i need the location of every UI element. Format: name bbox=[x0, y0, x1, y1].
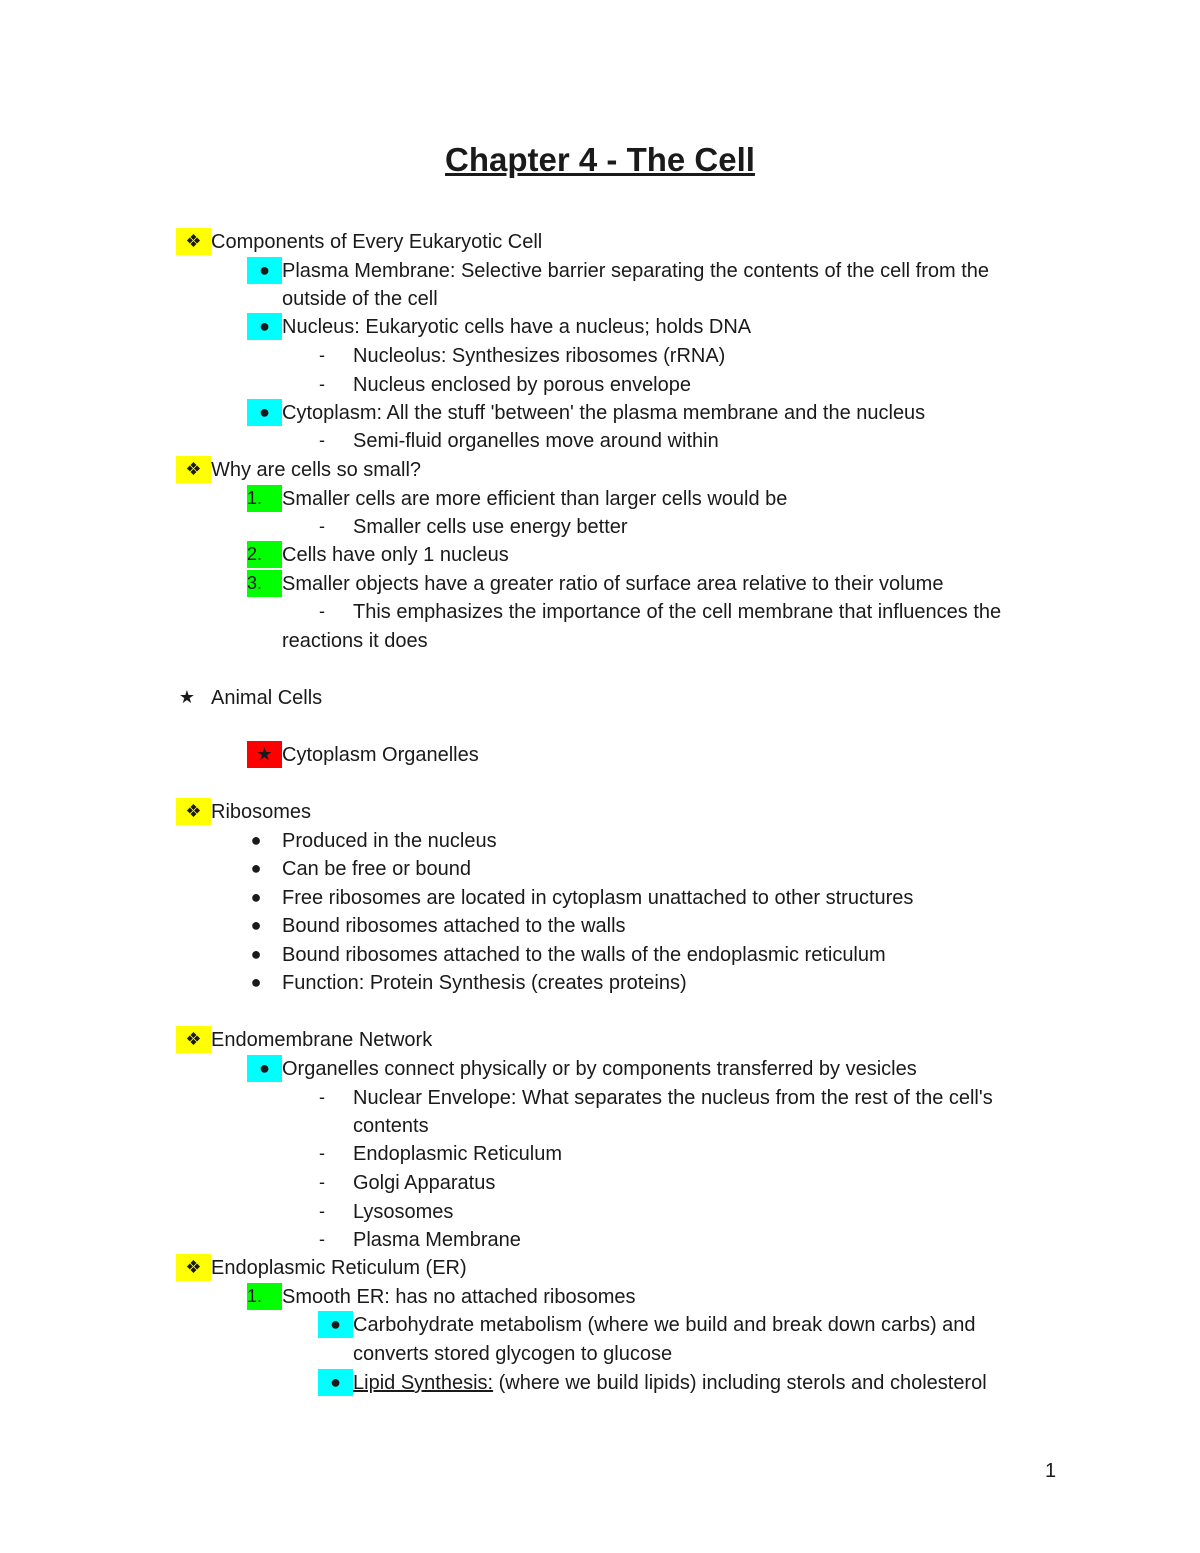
page-number: 1 bbox=[1045, 1460, 1057, 1482]
dash-bullet-icon: - bbox=[319, 1087, 325, 1107]
round-bullet-icon: ● bbox=[250, 887, 262, 907]
dash-bullet-icon: - bbox=[319, 601, 325, 621]
dash-bullet-icon: - bbox=[319, 1172, 325, 1192]
round-bullet-icon: ● bbox=[318, 1311, 353, 1338]
dash-bullet-icon: - bbox=[319, 1143, 325, 1163]
diamond-bullet-icon: ❖ bbox=[176, 798, 211, 825]
dash-bullet-icon: - bbox=[319, 374, 325, 394]
number-marker: 2. bbox=[247, 541, 282, 568]
number-marker: 3. bbox=[247, 570, 282, 597]
dash-bullet-icon: - bbox=[319, 516, 325, 536]
round-bullet-icon: ● bbox=[250, 830, 262, 850]
diamond-bullet-icon: ❖ bbox=[176, 228, 211, 255]
round-bullet-icon: ● bbox=[250, 972, 262, 992]
number-marker: 1. bbox=[247, 485, 282, 512]
underlined-term: Lipid Synthesis: bbox=[353, 1372, 494, 1394]
star-icon: ★ bbox=[247, 741, 282, 768]
document-page: Chapter 4 - The Cell ❖ Components of Every Eukaryotic Cell ● Plasma Membrane: Selective barrier separating the contents of the cell from the outside of the cell ● Nucleus: Eukaryotic cells have a nucleus; holds DNA - Nucleolus: Synthesizes ribosomes (rRNA) - Nucleus enclosed by porous envelope ● Cytoplasm: All the stuff 'between' the plasma membrane and the nucleus - Semi-fluid organelles move around within ❖ Why are cells so small? 1. Smaller cells are more efficient than larger cells would be - Smaller cells use energy better 2. Cells have only 1 nucleus 3. Smaller objects have a greater ratio of surface area relative to their volume - This emphasizes the importance of the cell membrane that influences the reactions it does ★ Animal Cells ★ Cytoplasm Organelles ❖ Ribosomes ● Produced in the nucleus ● Can be free or bound ● Free ribosomes are located in cytoplasm unattached to other structures ● Bound ribosomes attached to the walls ● Bound ribosomes attached to the walls of the endoplasmic reticulum ● Function: Protein Synthesis (creates proteins) ❖ Endomembrane Network ● Organelles connect physically or by components transferred by vesicles - Nuclear Envelope: What separates the nucleus from the rest of the cell's contents - Endoplasmic Reticulum - Golgi Apparatus - Lysosomes - Plasma Membrane ❖ Endoplasmic Reticulum (ER) 1. Smooth ER: has no attached ribosomes ● Carbohydrate metabolism (where we build and break down carbs) and converts stored glycogen to glucose ● Lipid Synthesis: (where we build lipids) including sterols and cholesterol 1 bbox=[0, 0, 1200, 1553]
round-bullet-icon: ● bbox=[250, 858, 262, 878]
round-bullet-icon: ● bbox=[250, 944, 262, 964]
round-bullet-icon: ● bbox=[250, 915, 262, 935]
round-bullet-icon: ● bbox=[247, 399, 282, 426]
page-title: Chapter 4 - The Cell bbox=[445, 141, 755, 178]
round-bullet-icon: ● bbox=[247, 1055, 282, 1082]
round-bullet-icon: ● bbox=[318, 1369, 353, 1396]
diamond-bullet-icon: ❖ bbox=[176, 1254, 211, 1281]
round-bullet-icon: ● bbox=[247, 313, 282, 340]
star-icon: ★ bbox=[178, 687, 196, 707]
dash-bullet-icon: - bbox=[319, 1229, 325, 1249]
round-bullet-icon: ● bbox=[247, 257, 282, 284]
dash-bullet-icon: - bbox=[319, 1201, 325, 1221]
number-marker: 1. bbox=[247, 1283, 282, 1310]
dash-bullet-icon: - bbox=[319, 430, 325, 450]
diamond-bullet-icon: ❖ bbox=[176, 456, 211, 483]
dash-bullet-icon: - bbox=[319, 345, 325, 365]
diamond-bullet-icon: ❖ bbox=[176, 1026, 211, 1053]
